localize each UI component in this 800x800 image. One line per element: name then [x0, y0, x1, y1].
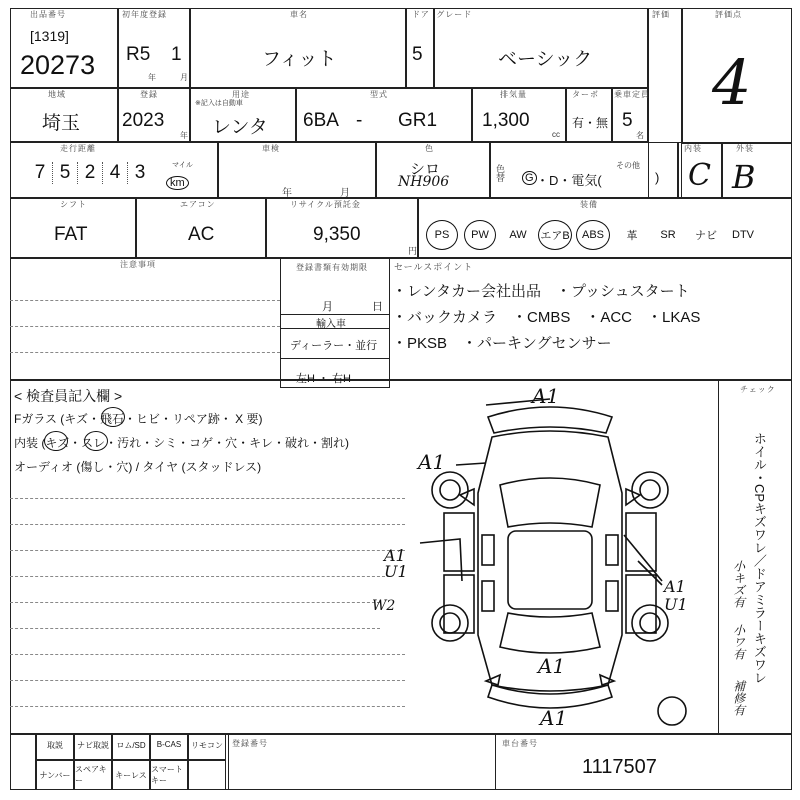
equipment-item: AW	[509, 229, 527, 241]
check-note-3: 補修有	[731, 680, 746, 716]
inspector-line-rule	[10, 576, 390, 577]
reg-year-mark: 年	[180, 131, 188, 140]
usage-note: ※記入は自動車	[195, 100, 243, 107]
color-change-g: G	[522, 171, 537, 185]
equipment-item: エアB	[538, 220, 572, 250]
accessory-cell: スペアキー	[74, 760, 112, 790]
reg-month: 1	[171, 44, 182, 65]
mileage-digit: 4	[103, 162, 128, 184]
capacity: 5	[622, 110, 633, 131]
region-header: 地域	[48, 90, 66, 99]
inspector-line-rule	[10, 498, 405, 499]
door-count: 5	[412, 44, 423, 65]
dealer-parallel: ディーラー・並行	[290, 340, 378, 352]
accessory-cell	[10, 734, 36, 790]
aircon: AC	[188, 224, 215, 245]
inspection-cell	[218, 142, 376, 198]
grade-header: グレード	[436, 10, 473, 19]
inspection-month: 月	[340, 188, 350, 199]
lot-header: 出品番号	[30, 10, 66, 19]
turbo-header: ターボ	[572, 90, 599, 99]
lot-prefix: [1319]	[30, 28, 69, 44]
note-line	[10, 326, 280, 327]
sales-point-line: ・バックカメラ ・CMBS ・ACC ・LKAS	[392, 309, 701, 326]
frame-label: 車台番号	[502, 739, 538, 748]
notes-header: 注意事項	[120, 260, 156, 269]
accessory-cell: ナビ取説	[74, 734, 112, 760]
check-header: チェック	[740, 385, 776, 394]
sales-point-header: セールスポイント	[394, 262, 474, 272]
damage-mark-rear-bottom: A1	[540, 706, 568, 730]
recycle-unit: 円	[408, 246, 418, 256]
accessory-cell	[188, 760, 226, 790]
import-label: 輸入車	[316, 319, 346, 330]
reg-doc-month: 月	[322, 301, 333, 313]
equipment-item: PS	[426, 220, 458, 250]
damage-mark-left-side: A1 U1	[384, 546, 408, 581]
inspector-line-rule	[10, 602, 380, 603]
sales-point-line: ・PKSB ・パーキングセンサー	[392, 335, 612, 352]
damage-mark-left-front: A1	[418, 450, 446, 474]
note-line	[10, 352, 280, 353]
type-separator: -	[356, 110, 363, 131]
km-unit: km	[166, 176, 189, 190]
usage: レンタ	[212, 117, 268, 138]
inspection-year: 年	[282, 188, 292, 199]
accessory-cell: ロム/SD	[112, 734, 150, 760]
mileage-header: 走行距離	[60, 144, 96, 153]
exterior-grade: B	[732, 158, 756, 196]
handle-side: 左H ・ 右H	[296, 373, 351, 385]
accessory-cell: リモコン	[188, 734, 226, 760]
color-name: シロ	[410, 161, 441, 178]
damage-mark-rear: A1	[538, 654, 566, 678]
sales-point-line: ・レンタカー会社出品 ・プッシュスタート	[392, 283, 690, 300]
reg-doc-day: 日	[372, 301, 383, 313]
inspector-line: オーディオ (傷し・穴) / タイヤ (スタッドレス)	[14, 460, 262, 474]
aircon-header: エアコン	[180, 200, 216, 209]
mileage-digit: 7	[28, 162, 53, 184]
color-header: 色	[425, 144, 434, 153]
inspector-line-rule	[10, 706, 405, 707]
inspector-line-rule	[10, 628, 380, 629]
frame-number: 1117507	[582, 756, 657, 778]
lot-number: 20273	[20, 50, 96, 80]
shift-header: シフト	[60, 200, 87, 209]
mileage-unit-note: マイル	[172, 162, 193, 169]
reg-doc-header: 登録書類有効期限	[296, 263, 368, 272]
color-code: NH906	[398, 174, 450, 190]
model-name: フィット	[262, 49, 337, 70]
accessory-cell: B-CAS	[150, 734, 188, 760]
grade: ベーシック	[498, 49, 593, 70]
inspection-header: 車検	[262, 144, 280, 153]
circle-mark	[44, 431, 68, 451]
capacity-header: 乗車定員	[614, 90, 650, 99]
mileage-digit: 3	[134, 162, 146, 183]
type-prefix: 6BA	[303, 110, 339, 131]
model-name-header: 車名	[290, 10, 308, 19]
equipment-item: 革	[626, 230, 638, 242]
color-change-close: )	[655, 170, 660, 185]
equipment-header: 装備	[580, 200, 598, 209]
note-line	[10, 300, 280, 301]
equipment-item: ナビ	[695, 230, 717, 242]
turbo-options: 有・無	[572, 116, 609, 130]
interior-grade: C	[688, 158, 711, 193]
equipment-item: ABS	[576, 220, 610, 250]
reg-divider	[280, 328, 390, 329]
inspector-line-rule	[10, 654, 405, 655]
reg-year-header: 登録	[140, 90, 158, 99]
interior-header: 内装	[684, 144, 702, 153]
type-code: GR1	[398, 110, 438, 131]
damage-mark-left-rear: W2	[372, 598, 396, 614]
doors-grade-header	[412, 9, 472, 20]
doors-header: ドア	[412, 10, 430, 19]
inspector-line: Fガラス (キズ・飛石・ヒビ・リペア跡・ X 要)	[14, 412, 263, 426]
year-header: 初年度登録	[122, 10, 167, 19]
score-header: 評価点	[715, 10, 742, 19]
reg-divider	[280, 358, 390, 359]
type-header: 型式	[370, 90, 388, 99]
usage-header: 用途	[232, 90, 250, 99]
equipment-item: PW	[464, 220, 496, 250]
region: 埼玉	[42, 113, 81, 134]
car-diagram	[400, 385, 700, 730]
equipment-item: SR	[660, 229, 676, 241]
displacement-unit: cc	[552, 130, 560, 139]
circle-mark	[101, 407, 125, 427]
check-note-1: 小キズ有	[731, 560, 746, 608]
color-change-other: その他	[616, 161, 640, 170]
shift: FAT	[54, 224, 88, 245]
color-change-label: 色替	[495, 164, 505, 182]
check-note-2: 小ワ有	[731, 624, 746, 660]
inspector-line-rule	[10, 550, 405, 551]
displacement-header: 排気量	[500, 90, 527, 99]
inspector-line-rule	[10, 680, 405, 681]
damage-mark-right-side: A1 U1	[664, 577, 688, 614]
accessory-cell: スマートキー	[150, 760, 188, 790]
mileage-digits	[28, 162, 152, 184]
recycle-header: リサイクル預託金	[290, 200, 361, 209]
year-mark: 年	[148, 73, 156, 82]
score: 4	[712, 46, 752, 119]
capacity-unit: 名	[636, 131, 644, 140]
exterior-header: 外装	[736, 144, 754, 153]
equipment-item: DTV	[732, 229, 754, 241]
circle-mark	[84, 431, 108, 451]
inspector-header: < 検査員記入欄 >	[14, 388, 123, 404]
color-change-options: ・D・電気(	[536, 173, 602, 188]
reg-number-label: 登録番号	[232, 739, 268, 748]
displacement: 1,300	[482, 110, 530, 131]
accessory-cell: 取説	[36, 734, 74, 760]
reg-year: 2023	[122, 110, 165, 131]
mileage-digit: 5	[53, 162, 78, 184]
damage-mark-front: A1	[532, 384, 560, 408]
mileage-digit: 2	[78, 162, 103, 184]
month-mark: 月	[180, 73, 188, 82]
reg-number-cell	[228, 734, 496, 790]
inspector-line-rule	[10, 524, 405, 525]
rank-header: 評価	[652, 10, 670, 19]
inspector-line: 内装 (キズ・スレ・汚れ・シミ・コゲ・穴・キレ・破れ・割れ)	[14, 436, 349, 450]
era-year: R5	[126, 44, 151, 65]
accessory-cell: キーレス	[112, 760, 150, 790]
check-note-main: ホイル・CPキズワレ／ドアミラーキズワレ	[751, 432, 767, 685]
recycle-fee: 9,350	[313, 224, 361, 245]
accessory-cell: ナンバー	[36, 760, 74, 790]
